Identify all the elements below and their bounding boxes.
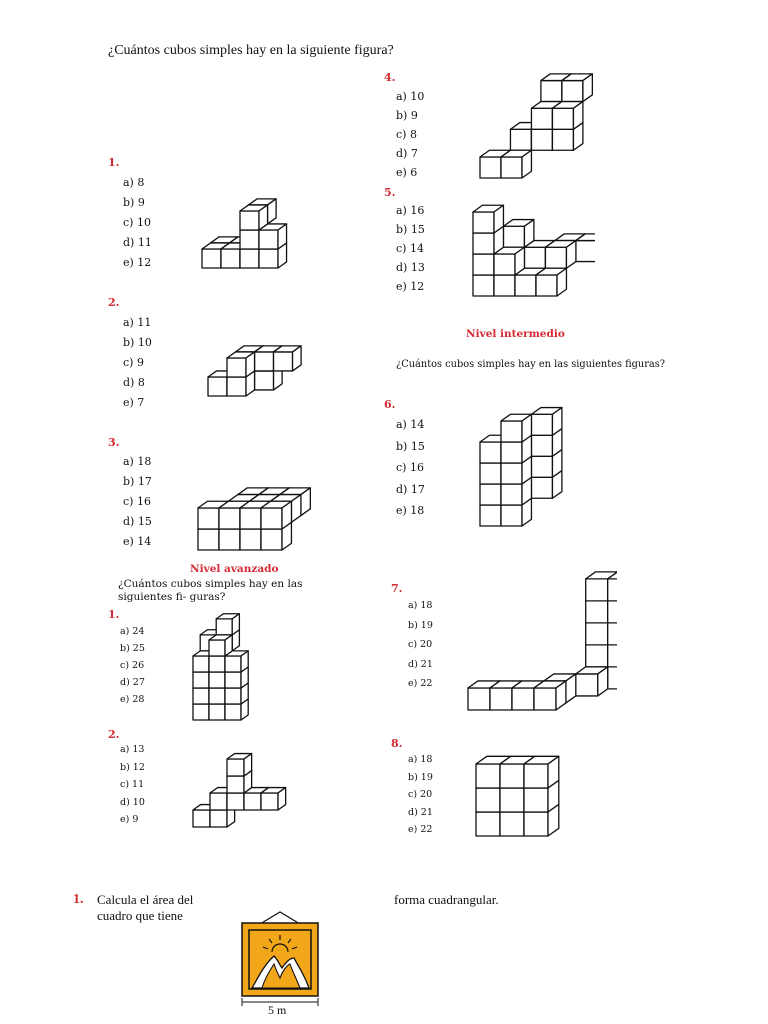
question-l1 bbox=[108, 156, 119, 169]
cube-face bbox=[515, 275, 536, 296]
option[interactable]: a) 10 bbox=[396, 90, 425, 103]
options-l3 bbox=[123, 456, 152, 556]
section-prompt-advanced: ¿Cuántos cubos simples hay en las siguientes fi- guras? bbox=[118, 578, 303, 603]
option[interactable]: b) 12 bbox=[120, 761, 145, 773]
option[interactable]: c) 20 bbox=[408, 639, 433, 650]
question-r7 bbox=[391, 582, 402, 595]
cube-face bbox=[193, 688, 209, 704]
cube-face bbox=[562, 81, 583, 102]
cube-face bbox=[227, 377, 246, 396]
option[interactable]: e) 12 bbox=[123, 256, 152, 269]
cube-face bbox=[473, 275, 494, 296]
cube-face bbox=[531, 129, 552, 150]
cube-face bbox=[500, 788, 524, 812]
option[interactable]: b) 10 bbox=[123, 336, 152, 349]
options-a1 bbox=[120, 627, 145, 712]
question-number: 1. bbox=[108, 156, 120, 169]
cube-face bbox=[255, 371, 274, 390]
cube-face bbox=[476, 788, 500, 812]
option[interactable]: a) 13 bbox=[120, 744, 145, 755]
option[interactable]: a) 14 bbox=[396, 418, 425, 431]
cube-face bbox=[225, 656, 241, 672]
cube-face bbox=[240, 508, 261, 529]
cube-face bbox=[193, 810, 210, 827]
cube-face bbox=[216, 619, 232, 635]
cube-face bbox=[259, 249, 278, 268]
cube-face bbox=[227, 793, 244, 810]
cube-face bbox=[480, 442, 501, 463]
options-l1 bbox=[123, 177, 152, 277]
cube-face bbox=[274, 352, 293, 371]
question-l3 bbox=[108, 436, 119, 449]
cube-face bbox=[480, 484, 501, 505]
cube-face bbox=[494, 275, 515, 296]
cube-face bbox=[210, 793, 227, 810]
options-a2 bbox=[120, 745, 145, 833]
option[interactable]: d) 8 bbox=[123, 376, 145, 389]
option[interactable]: c) 20 bbox=[408, 789, 433, 800]
cube-face bbox=[261, 793, 278, 810]
cube-face bbox=[240, 249, 259, 268]
cube-face bbox=[531, 477, 552, 498]
option[interactable]: a) 18 bbox=[123, 455, 152, 468]
cube-face bbox=[221, 249, 240, 268]
question-number: 5. bbox=[384, 186, 396, 199]
cube-face bbox=[198, 529, 219, 550]
cube-face bbox=[524, 764, 548, 788]
option[interactable]: c) 16 bbox=[123, 495, 151, 508]
cube-face bbox=[255, 352, 274, 371]
option[interactable]: e) 28 bbox=[120, 694, 145, 705]
option[interactable]: a) 11 bbox=[123, 316, 152, 329]
question-number: 7. bbox=[391, 582, 403, 595]
option[interactable]: a) 16 bbox=[396, 204, 425, 217]
options-r5 bbox=[396, 205, 425, 300]
cube-face bbox=[225, 688, 241, 704]
cube-face bbox=[545, 247, 566, 268]
cube-face bbox=[534, 688, 556, 710]
cube-figure-advanced-1 bbox=[185, 595, 295, 725]
cube-face bbox=[586, 601, 608, 623]
option[interactable]: c) 10 bbox=[123, 216, 151, 229]
question-r4 bbox=[384, 71, 395, 84]
cube-face bbox=[261, 508, 282, 529]
question-r5 bbox=[384, 186, 395, 199]
option[interactable]: e) 12 bbox=[396, 280, 425, 293]
problem-number: 1. bbox=[73, 892, 84, 907]
cube-face bbox=[501, 442, 522, 463]
cube-face bbox=[476, 812, 500, 836]
cube-face bbox=[524, 247, 545, 268]
cube-face bbox=[576, 241, 595, 262]
question-number: 2. bbox=[108, 296, 120, 309]
cube-face bbox=[576, 674, 598, 696]
cube-face bbox=[225, 672, 241, 688]
cube-face bbox=[202, 249, 221, 268]
option[interactable]: d) 15 bbox=[123, 515, 152, 528]
option[interactable]: b) 9 bbox=[396, 109, 418, 122]
cube-face bbox=[227, 776, 244, 793]
cube-face bbox=[608, 667, 617, 689]
cube-face bbox=[227, 759, 244, 776]
cube-face bbox=[208, 377, 227, 396]
options-r8 bbox=[408, 755, 433, 843]
cube-face bbox=[541, 81, 562, 102]
cube-face bbox=[501, 421, 522, 442]
cube-face bbox=[510, 129, 531, 150]
cube-face bbox=[480, 505, 501, 526]
cube-figure-advanced-2 bbox=[185, 735, 295, 835]
problem-text-line2: cuadro que tiene bbox=[97, 908, 183, 923]
cube-face bbox=[531, 456, 552, 477]
question-a1 bbox=[108, 608, 119, 621]
cube-face bbox=[259, 230, 278, 249]
cube-figure-8 bbox=[470, 742, 570, 842]
cube-face bbox=[209, 640, 225, 656]
option[interactable]: c) 16 bbox=[396, 461, 424, 474]
option[interactable]: d) 21 bbox=[408, 806, 433, 818]
cube-face bbox=[244, 793, 261, 810]
question-l2 bbox=[108, 296, 119, 309]
cube-face bbox=[476, 764, 500, 788]
option[interactable]: c) 8 bbox=[396, 128, 417, 141]
question-a2 bbox=[108, 728, 119, 741]
cube-face bbox=[219, 529, 240, 550]
cube-face bbox=[193, 656, 209, 672]
option[interactable]: a) 24 bbox=[120, 626, 145, 637]
cube-face bbox=[552, 129, 573, 150]
option[interactable]: d) 27 bbox=[120, 677, 145, 688]
question-number: 2. bbox=[108, 728, 120, 741]
option[interactable]: b) 19 bbox=[408, 771, 433, 783]
cube-face bbox=[608, 645, 617, 667]
option[interactable]: a) 18 bbox=[408, 600, 433, 611]
cube-face bbox=[240, 230, 259, 249]
question-r8 bbox=[391, 737, 402, 750]
cube-face bbox=[468, 688, 490, 710]
cube-face bbox=[209, 672, 225, 688]
cube-face bbox=[586, 645, 608, 667]
option[interactable]: b) 9 bbox=[123, 196, 145, 209]
cube-face bbox=[500, 764, 524, 788]
option[interactable]: b) 17 bbox=[123, 475, 152, 488]
cube-face bbox=[524, 788, 548, 812]
problem-text bbox=[97, 892, 193, 924]
cube-face bbox=[193, 672, 209, 688]
cube-face bbox=[227, 358, 246, 377]
option[interactable]: a) 18 bbox=[408, 754, 433, 765]
option[interactable]: b) 19 bbox=[408, 619, 433, 631]
cube-face bbox=[490, 688, 512, 710]
cube-face bbox=[209, 688, 225, 704]
cube-face bbox=[503, 226, 524, 247]
cube-face bbox=[531, 414, 552, 435]
page-title: ¿Cuántos cubos simples hay en la siguiente figura? bbox=[108, 43, 394, 58]
question-number: 8. bbox=[391, 737, 403, 750]
cube-face bbox=[473, 254, 494, 275]
cube-face bbox=[512, 688, 534, 710]
cube-face bbox=[608, 623, 617, 645]
question-number: 4. bbox=[384, 71, 396, 84]
cube-face bbox=[586, 623, 608, 645]
cube-figure-1 bbox=[190, 160, 330, 275]
cube-face bbox=[524, 812, 548, 836]
cube-figure-7 bbox=[462, 570, 617, 715]
question-number: 1. bbox=[108, 608, 120, 621]
cube-face bbox=[586, 579, 608, 601]
cube-face bbox=[608, 601, 617, 623]
cube-figure-6 bbox=[472, 396, 597, 531]
options-l2 bbox=[123, 317, 152, 417]
option[interactable]: e) 7 bbox=[123, 396, 145, 409]
cube-face bbox=[219, 508, 240, 529]
cube-face bbox=[261, 529, 282, 550]
cube-figure-5 bbox=[465, 192, 595, 302]
section-prompt-intermediate: ¿Cuántos cubos simples hay en las siguientes figuras? bbox=[396, 359, 666, 370]
problem-text-line1: Calcula el área del bbox=[97, 892, 194, 907]
cube-face bbox=[193, 704, 209, 720]
option[interactable]: c) 9 bbox=[123, 356, 144, 369]
option[interactable]: e) 18 bbox=[396, 504, 425, 517]
cube-face bbox=[608, 579, 617, 601]
option[interactable]: e) 14 bbox=[123, 535, 152, 548]
option[interactable]: d) 10 bbox=[120, 796, 145, 808]
cube-face bbox=[501, 505, 522, 526]
hanging-wire bbox=[260, 912, 300, 924]
section-heading-advanced: Nivel avanzado bbox=[190, 563, 279, 575]
cube-face bbox=[494, 254, 515, 275]
problem-text-right: forma cuadrangular. bbox=[394, 892, 499, 907]
cube-face bbox=[240, 529, 261, 550]
cube-face bbox=[209, 704, 225, 720]
section-heading-intermediate: Nivel intermedio bbox=[466, 328, 565, 340]
option[interactable]: e) 9 bbox=[120, 814, 139, 825]
cube-face bbox=[501, 484, 522, 505]
cube-face bbox=[473, 233, 494, 254]
dimension-label: 5 m bbox=[268, 1003, 287, 1017]
option[interactable]: e) 22 bbox=[408, 824, 433, 835]
option[interactable]: d) 21 bbox=[408, 658, 433, 670]
cube-face bbox=[480, 157, 501, 178]
cube-face bbox=[552, 108, 573, 129]
question-number: 3. bbox=[108, 436, 120, 449]
option[interactable]: e) 22 bbox=[408, 678, 433, 689]
options-r4 bbox=[396, 91, 424, 186]
cube-face bbox=[501, 463, 522, 484]
option[interactable]: d) 7 bbox=[396, 147, 418, 160]
cube-face bbox=[531, 435, 552, 456]
cube-face bbox=[536, 275, 557, 296]
cube-face bbox=[480, 463, 501, 484]
cube-face bbox=[240, 211, 259, 230]
cube-face bbox=[473, 212, 494, 233]
cube-face bbox=[209, 656, 225, 672]
option[interactable]: c) 11 bbox=[120, 779, 145, 790]
question-r6 bbox=[384, 398, 395, 411]
option[interactable]: d) 11 bbox=[123, 236, 152, 249]
cube-figure-3 bbox=[190, 440, 355, 555]
question-number: 6. bbox=[384, 398, 396, 411]
option[interactable]: b) 25 bbox=[120, 643, 145, 654]
cube-face bbox=[501, 157, 522, 178]
option[interactable]: a) 8 bbox=[123, 176, 145, 189]
cube-face bbox=[198, 508, 219, 529]
options-r6 bbox=[396, 419, 425, 527]
option[interactable]: b) 15 bbox=[396, 439, 425, 453]
option[interactable]: c) 26 bbox=[120, 660, 145, 671]
cube-figure-4 bbox=[470, 68, 600, 183]
options-r7 bbox=[408, 601, 433, 699]
option[interactable]: d) 17 bbox=[396, 482, 425, 496]
cube-face bbox=[210, 810, 227, 827]
cube-face bbox=[500, 812, 524, 836]
cube-figure-2 bbox=[200, 312, 330, 402]
option[interactable]: c) 14 bbox=[396, 242, 424, 255]
cube-face bbox=[225, 704, 241, 720]
option[interactable]: d) 13 bbox=[396, 261, 425, 274]
cube-face bbox=[531, 108, 552, 129]
option[interactable]: b) 15 bbox=[396, 223, 425, 236]
option[interactable]: e) 6 bbox=[396, 166, 418, 179]
